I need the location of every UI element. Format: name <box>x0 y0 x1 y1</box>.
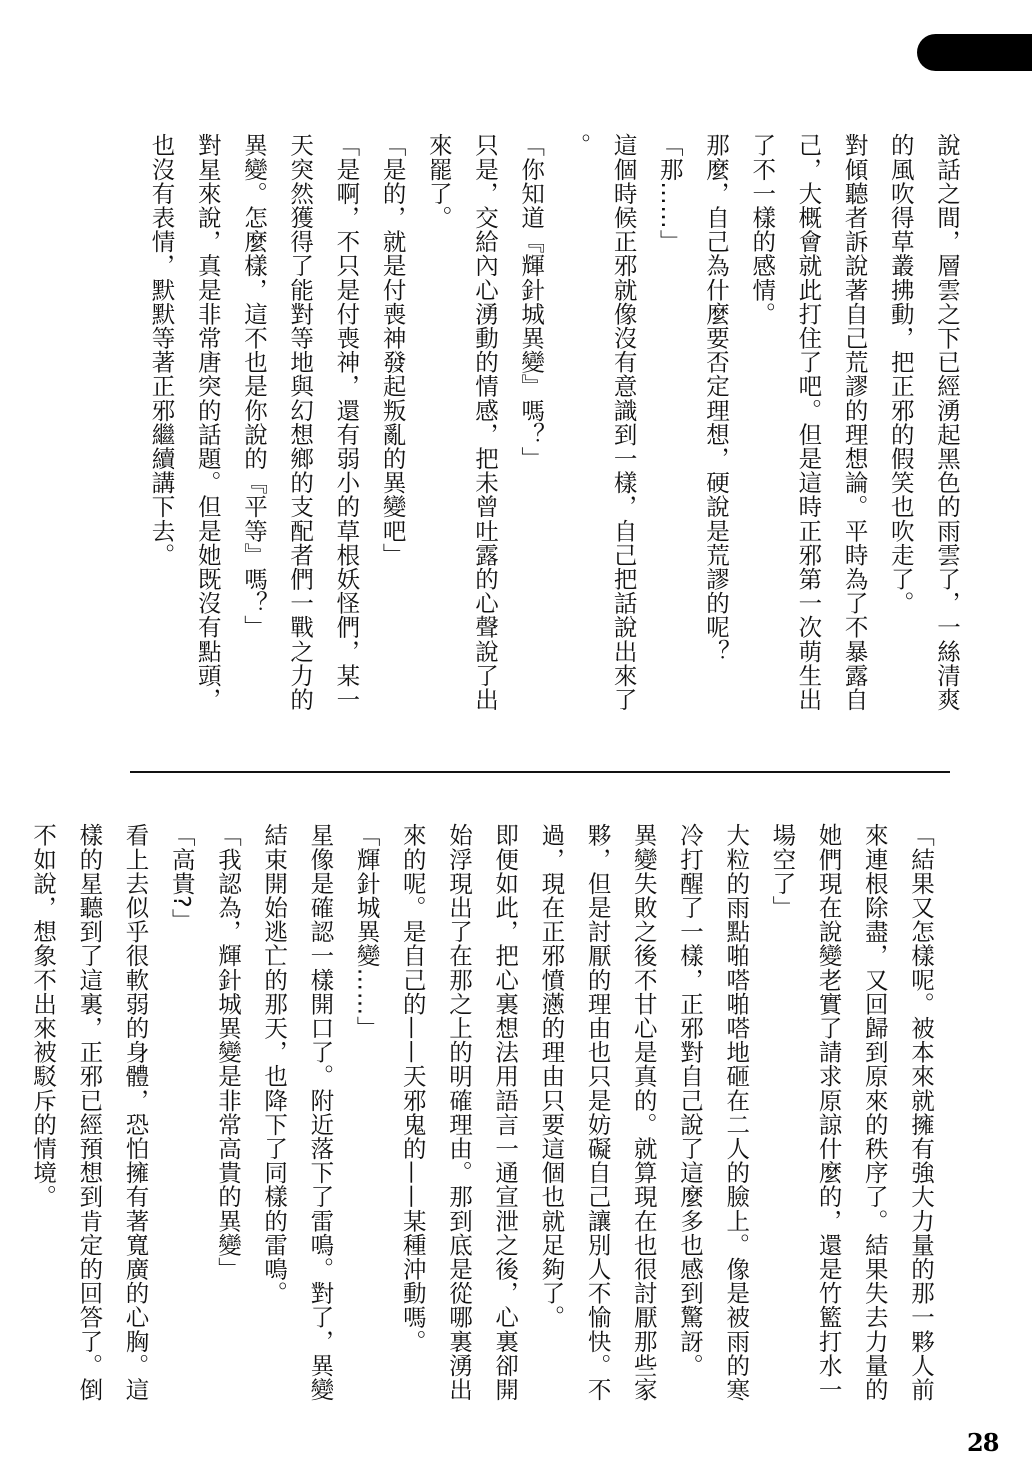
text-column: 的風吹得草叢拂動，把正邪的假笑也吹走了。 <box>886 133 915 615</box>
text-column: 場空了」 <box>768 823 797 920</box>
text-column: 過，現在正邪憤懣的理由只要這個也就足夠了。 <box>537 823 566 1330</box>
top-text-block <box>138 133 970 753</box>
text-column: 她們現在說變老實了請求原諒什麼的，還是竹籃打水一 <box>814 823 843 1402</box>
text-column: 「我認為，輝針城異變是非常高貴的異變」 <box>213 823 242 1281</box>
text-column: 對星來說，真是非常唐突的話題。但是她既沒有點頭， <box>193 133 222 712</box>
text-column: 「高貴?」 <box>167 823 196 933</box>
text-column: 「那……」 <box>655 133 684 254</box>
text-column: 異變。怎麼樣，這不也是你說的『平等』嗎？」 <box>239 133 268 640</box>
text-column: 來罷了。 <box>424 133 453 230</box>
text-column: 大粒的雨點啪嗒啪嗒地砸在二人的臉上。像是被雨的寒 <box>722 823 751 1402</box>
text-column: 「輝針城異變……」 <box>352 823 381 1040</box>
text-column: 這個時候正邪就像沒有意識到一樣，自己把話說出來了 <box>609 133 638 712</box>
text-column: 「結果又怎樣呢。被本來就擁有強大力量的那一夥人前 <box>907 823 935 1402</box>
text-column: 天突然獲得了能對等地與幻想鄉的支配者們一戰之力的 <box>286 133 315 712</box>
section-divider <box>130 771 950 773</box>
text-column: 「是的，就是付喪神發起叛亂的異變吧」 <box>378 133 407 567</box>
text-column: 夥，但是討厭的理由也只是妨礙自己讓別人不愉快。不 <box>583 823 612 1402</box>
text-column: 己，大概會就此打住了吧。但是這時正邪第一次萌生出 <box>794 133 823 712</box>
text-column: 不如說，想象不出來被駁斥的情境。 <box>29 823 58 1209</box>
text-column: 了不一樣的感情。 <box>748 133 777 326</box>
text-column: 始浮現出了在那之上的明確理由。那到底是從哪裏湧出 <box>444 823 473 1402</box>
text-column: 星像是確認一樣開口了。附近落下了雷鳴。對了，異變 <box>306 823 335 1402</box>
text-column: 來的呢。是自己的——天邪鬼的——某種沖動嗎。 <box>398 823 427 1354</box>
bottom-text-block <box>20 823 944 1443</box>
text-column: 冷打醒了一樣，正邪對自己說了這麼多也感到驚訝。 <box>675 823 704 1378</box>
text-column: 也沒有表情，默默等著正邪繼續講下去。 <box>147 133 176 567</box>
text-column: 結束開始逃亡的那天，也降下了同樣的雷鳴。 <box>260 823 289 1305</box>
text-column: 對傾聽者訴說著自己荒謬的理想論。平時為了不暴露自 <box>840 133 869 712</box>
text-column: 那麼，自己為什麼要否定理想，硬說是荒謬的呢？ <box>701 133 730 664</box>
text-column: 即便如此，把心裏想法用語言一通宣泄之後，心裏卻開 <box>491 823 520 1402</box>
text-column: 只是，交給內心湧動的情感，把未曾吐露的心聲說了出 <box>470 133 499 712</box>
chapter-tab-marker <box>917 34 1032 71</box>
text-column: 「你知道『輝針城異變』嗎？」 <box>517 133 546 471</box>
text-column: 。 <box>563 133 592 158</box>
text-column: 看上去似乎很軟弱的身體，恐怕擁有著寬廣的心胸。這 <box>121 823 150 1402</box>
page-number: 28 <box>967 1428 999 1457</box>
text-column: 異變失敗之後不甘心是真的。就算現在也很討厭那些家 <box>629 823 658 1402</box>
text-column: 來連根除盡，又回歸到原來的秩序了。結果失去力量的 <box>860 823 889 1402</box>
text-column: 「是啊，不只是付喪神，還有弱小的草根妖怪們，某一 <box>332 133 361 712</box>
text-column: 說話之間，層雲之下已經湧起黑色的雨雲了，一絲清爽 <box>933 133 961 712</box>
text-column: 樣的星聽到了這裏，正邪已經預想到肯定的回答了。倒 <box>75 823 104 1402</box>
